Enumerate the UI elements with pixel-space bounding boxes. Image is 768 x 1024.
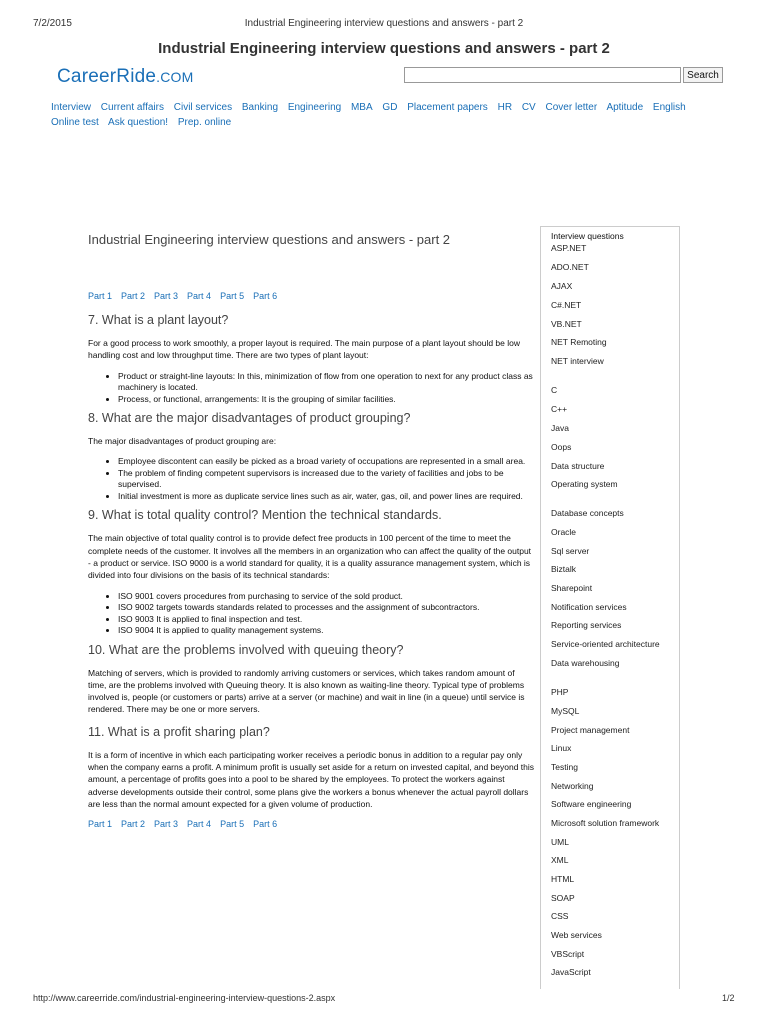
nav-link-mba[interactable]: MBA bbox=[350, 102, 373, 113]
question-heading: 9. What is total quality control? Mention the technical standards. bbox=[88, 508, 442, 523]
sidebar-item[interactable]: CSS bbox=[551, 911, 569, 921]
sidebar-item[interactable]: VB.NET bbox=[551, 319, 582, 329]
part-link[interactable]: Part 4 bbox=[187, 291, 212, 301]
sidebar-item[interactable]: Reporting services bbox=[551, 620, 622, 630]
sidebar-item[interactable]: UML bbox=[551, 837, 569, 847]
answer-paragraph: For a good process to work smoothly, a proper layout is required. The main purpose of a plant layout should be low handling cost and low throughput time. There are two types of plant layout: bbox=[88, 338, 521, 361]
sidebar-item[interactable]: Java bbox=[551, 423, 569, 433]
part-link[interactable]: Part 3 bbox=[154, 291, 179, 301]
sidebar-interview-questions bbox=[540, 226, 680, 989]
sidebar-item[interactable]: XML bbox=[551, 855, 569, 865]
nav-link-current-affairs[interactable]: Current affairs bbox=[100, 102, 164, 113]
question-heading: 11. What is a profit sharing plan? bbox=[88, 724, 270, 739]
nav-link-banking[interactable]: Banking bbox=[241, 102, 279, 113]
nav-link-aptitude[interactable]: Aptitude bbox=[606, 102, 644, 113]
sidebar-item[interactable]: C#.NET bbox=[551, 300, 582, 310]
sidebar-item[interactable]: NET interview bbox=[551, 356, 604, 366]
article bbox=[88, 232, 535, 829]
sidebar-item[interactable]: Database concepts bbox=[551, 508, 624, 518]
question-heading: 8. What are the major disadvantages of product grouping? bbox=[88, 411, 411, 426]
print-date: 7/2/2015 bbox=[33, 18, 72, 29]
nav-link-engineering[interactable]: Engineering bbox=[287, 102, 342, 113]
sidebar-item[interactable]: ADO.NET bbox=[551, 262, 589, 272]
answer-paragraph: It is a form of incentive in which each participating worker receives a periodic bonus in addition to a regular pay only when the company earns a profit. A minimum profit is usually set aside for a return on invested capital, and beyond this amount, a percentage of profits goes into a pool to be shared by the employees. To protect the workers against adverse developments outside their control, some plans give the workers a bonus whenever the actual payroll dollars are less than the normal amount expected for a given volume of production. bbox=[88, 749, 535, 809]
sidebar-item[interactable]: JavaScript bbox=[551, 967, 591, 977]
page-heading: Industrial Engineering interview questions and answers - part 2 bbox=[158, 40, 610, 57]
part-links-bottom bbox=[88, 819, 535, 829]
sidebar-item[interactable]: Sql server bbox=[551, 546, 590, 556]
sidebar-item[interactable]: VBScript bbox=[551, 949, 585, 959]
sidebar-item[interactable]: Notification services bbox=[551, 602, 627, 612]
part-link[interactable]: Part 4 bbox=[187, 819, 212, 830]
nav-link-cv[interactable]: CV bbox=[521, 102, 536, 113]
part-links-top bbox=[88, 291, 535, 301]
careerride-logo[interactable] bbox=[57, 66, 194, 88]
answer-paragraph: The main objective of total quality control is to provide defect free products in 100 percent of the time to meet the complete needs of the customer. It involves all the members in an organization who can affect the quality of the output - a product or service. ISO 9000 is a world standard for quality, it is a quality assurance management system, which is divided into four divisions on the basis of its technical standards: bbox=[88, 533, 532, 581]
list-item: • ISO 9004 It is applied to quality management systems. bbox=[118, 625, 535, 637]
sidebar-item[interactable]: Data structure bbox=[551, 461, 605, 471]
sidebar-item[interactable]: Software engineering bbox=[551, 799, 632, 809]
sidebar-item[interactable]: PHP bbox=[551, 687, 569, 697]
sidebar-title: Interview questions bbox=[551, 231, 624, 241]
list-item: • Product or straight-line layouts: In this, minimization of flow from one operation to next for any product class as machinery is located. bbox=[118, 371, 535, 394]
answer-list bbox=[88, 591, 535, 637]
sidebar-item[interactable]: Operating system bbox=[551, 479, 618, 489]
sidebar-item[interactable]: Web services bbox=[551, 930, 602, 940]
part-link[interactable]: Part 5 bbox=[220, 819, 245, 830]
search-button[interactable]: Search bbox=[683, 67, 723, 83]
list-item: • Process, or functional, arrangements: It is the grouping of similar facilities. bbox=[118, 394, 535, 406]
answer-list bbox=[88, 371, 535, 406]
nav-link-gd[interactable]: GD bbox=[382, 102, 398, 113]
nav-link-hr[interactable]: HR bbox=[497, 102, 513, 113]
sidebar-item[interactable]: C++ bbox=[551, 404, 568, 414]
sidebar-item[interactable]: Service-oriented architecture bbox=[551, 639, 660, 649]
sidebar-item[interactable]: SOAP bbox=[551, 893, 575, 903]
question-heading: 7. What is a plant layout? bbox=[88, 313, 229, 327]
sidebar-item[interactable]: NET Remoting bbox=[551, 337, 607, 347]
search-input[interactable] bbox=[404, 67, 681, 83]
part-link[interactable]: Part 6 bbox=[253, 819, 278, 830]
sidebar-item[interactable]: Project management bbox=[551, 725, 630, 735]
part-link[interactable]: Part 2 bbox=[121, 291, 146, 301]
answer-list bbox=[88, 456, 535, 502]
part-link[interactable]: Part 2 bbox=[121, 819, 146, 830]
answer-paragraph: The major disadvantages of product grouping are: bbox=[88, 436, 277, 447]
list-item: • ISO 9003 It is applied to final inspection and test. bbox=[118, 614, 535, 626]
nav-link-online-test[interactable]: Online test bbox=[51, 117, 99, 128]
nav-link-civil-services[interactable]: Civil services bbox=[173, 102, 233, 113]
print-header-title: Industrial Engineering interview questions and answers - part 2 bbox=[244, 18, 524, 29]
sidebar-item[interactable]: ASP.NET bbox=[551, 243, 587, 253]
logo-text: CareerRide bbox=[57, 66, 157, 87]
nav-link-prep-online[interactable]: Prep. online bbox=[177, 117, 232, 128]
question-heading: 10. What are the problems involved with queuing theory? bbox=[88, 642, 404, 657]
logo-suffix: .COM bbox=[156, 69, 194, 85]
sidebar-item[interactable]: Linux bbox=[551, 743, 572, 753]
top-nav bbox=[51, 100, 731, 130]
sidebar-item[interactable]: Oracle bbox=[551, 527, 577, 537]
part-link[interactable]: Part 1 bbox=[88, 819, 113, 830]
sidebar-item[interactable]: HTML bbox=[551, 874, 575, 884]
part-link[interactable]: Part 5 bbox=[220, 291, 245, 301]
list-item: • Employee discontent can easily be picked as a broad variety of occupations are represented in a small area. bbox=[118, 456, 535, 468]
sidebar-item[interactable]: AJAX bbox=[551, 281, 573, 291]
nav-link-interview[interactable]: Interview bbox=[51, 102, 92, 113]
part-link[interactable]: Part 6 bbox=[253, 291, 278, 301]
sidebar-item[interactable]: C bbox=[551, 385, 558, 395]
sidebar-item[interactable]: Testing bbox=[551, 762, 578, 772]
sidebar-item[interactable]: Microsoft solution framework bbox=[551, 818, 660, 828]
sidebar-item[interactable]: Biztalk bbox=[551, 564, 577, 574]
answer-paragraph: Matching of servers, which is provided to randomly arriving customers or services, which takes random amount of time, are the problems involved with Queuing theory. It is also known as waiting-line theory. Typical type of problems involved is, people (or customers or parts) arrive at a server (or machine) and wait in line (in a queue) until service is rendered. There may be one or more servers. bbox=[88, 667, 525, 715]
sidebar-item[interactable]: Oops bbox=[551, 442, 572, 452]
nav-link-cover-letter[interactable]: Cover letter bbox=[545, 102, 598, 113]
sidebar-item[interactable]: Networking bbox=[551, 781, 594, 791]
list-item: • Initial investment is more as duplicate service lines such as air, water, gas, oil, and power lines are required. bbox=[118, 491, 535, 503]
part-link[interactable]: Part 1 bbox=[88, 291, 113, 301]
sidebar-item[interactable]: Sharepoint bbox=[551, 583, 593, 593]
part-link[interactable]: Part 3 bbox=[154, 819, 179, 830]
nav-link-ask-question[interactable]: Ask question! bbox=[108, 117, 169, 128]
list-item: • ISO 9002 targets towards standards related to processes and the assignment of subcontractors. bbox=[118, 602, 535, 614]
article-title: Industrial Engineering interview questions and answers - part 2 bbox=[88, 232, 451, 247]
sidebar-item[interactable]: Data warehousing bbox=[551, 658, 620, 668]
nav-link-placement-papers[interactable]: Placement papers bbox=[407, 102, 488, 113]
list-item: • ISO 9001 covers procedures from purchasing to service of the sold product. bbox=[118, 591, 535, 603]
footer-url: http://www.careerride.com/industrial-engineering-interview-questions-2.aspx bbox=[33, 993, 336, 1003]
nav-link-english[interactable]: English bbox=[652, 102, 686, 113]
sidebar-item[interactable]: MySQL bbox=[551, 706, 580, 716]
footer-page-number: 1/2 bbox=[722, 993, 735, 1003]
list-item: • The problem of finding competent supervisors is increased due to the variety of facilities and jobs to be supervised. bbox=[118, 468, 535, 491]
